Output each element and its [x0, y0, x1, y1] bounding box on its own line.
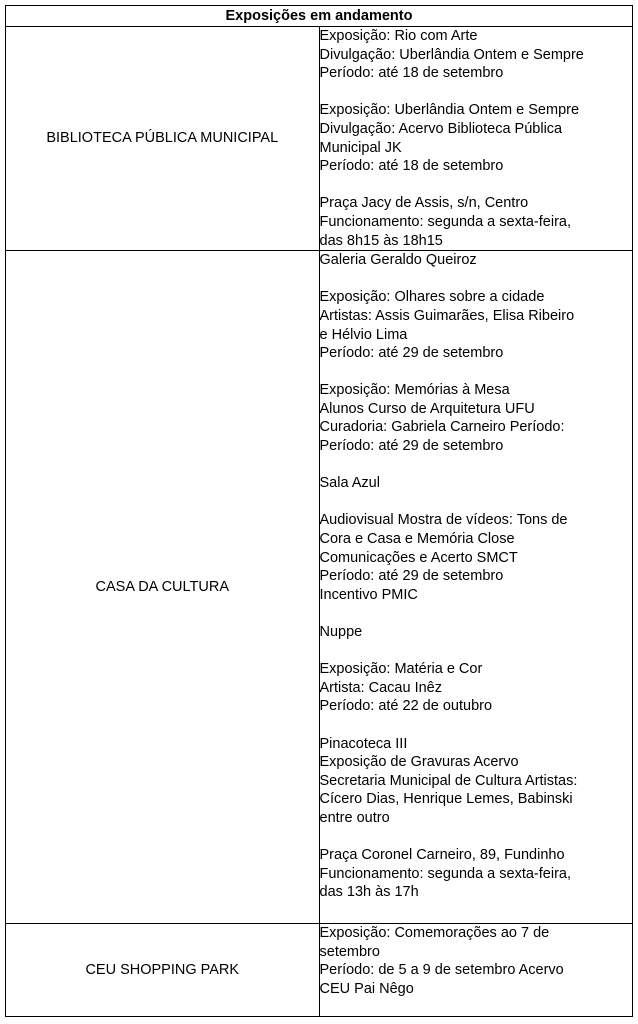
venue-name: BIBLIOTECA PÚBLICA MUNICIPAL — [6, 27, 320, 251]
detail-line: Exposição: Matéria e Cor — [319, 661, 483, 678]
detail-line: Nuppe — [319, 624, 363, 640]
detail-line: Divulgação: Acervo Biblioteca Pública — [319, 120, 563, 137]
detail-line: Artistas: Assis Guimarães, Elisa Ribeiro — [319, 307, 575, 324]
detail-line: Municipal JK — [319, 139, 402, 156]
detail-line: Alunos Curso de Arquitetura UFU — [319, 400, 535, 417]
detail-paragraph — [320, 735, 633, 828]
detail-line: e Hélvio Lima — [319, 326, 408, 343]
detail-paragraph — [320, 101, 633, 175]
exhibition-details — [319, 27, 633, 251]
detail-line: Exposição: Uberlândia Ontem e Sempre — [319, 102, 580, 119]
detail-paragraph — [320, 27, 633, 83]
detail-line: Audiovisual Mostra de vídeos: Tons de — [319, 512, 568, 529]
table-title: Exposições em andamento — [6, 6, 633, 27]
paragraph-gap — [320, 642, 633, 661]
detail-line: Pinacoteca III — [319, 735, 408, 752]
detail-line: Período: de 5 a 9 de setembro Acervo — [319, 962, 564, 979]
detail-paragraph — [320, 288, 633, 362]
table-row — [6, 924, 633, 1017]
detail-paragraph — [320, 474, 633, 493]
detail-paragraph — [320, 194, 633, 250]
detail-line: Secretaria Municipal de Cultura Artistas: — [319, 772, 578, 789]
detail-line: Comunicações e Acerto SMCT — [319, 549, 518, 566]
paragraph-gap — [320, 270, 633, 289]
detail-paragraph — [320, 623, 633, 642]
table-row — [6, 251, 633, 924]
detail-line: Exposição: Comemorações ao 7 de — [319, 925, 550, 942]
detail-line: Praça Coronel Carneiro, 89, Fundinho — [319, 847, 565, 864]
detail-line: das 8h15 às 18h15 — [319, 232, 443, 249]
detail-line: Exposição: Olhares sobre a cidade — [319, 289, 545, 306]
detail-paragraph — [320, 660, 633, 716]
detail-line: Período: até 29 de setembro — [319, 438, 504, 455]
detail-line: Período: até 18 de setembro — [319, 65, 504, 82]
paragraph-gap — [320, 604, 633, 623]
paragraph-gap — [320, 83, 633, 102]
detail-paragraph — [320, 381, 633, 455]
exhibition-details — [319, 251, 633, 924]
detail-line: entre outro — [319, 809, 390, 826]
venue-name: CEU SHOPPING PARK — [6, 924, 320, 1017]
table-row — [6, 27, 633, 251]
detail-line: Curadoria: Gabriela Carneiro Período: — [319, 419, 565, 436]
detail-paragraph — [320, 251, 633, 270]
detail-line: Funcionamento: segunda a sexta-feira, — [319, 213, 571, 230]
paragraph-gap — [320, 176, 633, 195]
detail-line: Período: até 18 de setembro — [319, 158, 504, 175]
exhibition-details — [319, 924, 633, 1017]
detail-line: Cícero Dias, Henrique Lemes, Babinski — [319, 791, 573, 808]
detail-paragraph — [320, 846, 633, 902]
detail-line: Funcionamento: segunda a sexta-feira, — [319, 865, 571, 882]
paragraph-gap — [320, 493, 633, 512]
detail-line: Sala Azul — [319, 475, 380, 492]
detail-line: das 13h às 17h — [319, 884, 419, 901]
paragraph-gap — [320, 828, 633, 847]
detail-line: CEU Pai Nêgo — [319, 980, 414, 997]
paragraph-gap — [320, 456, 633, 475]
detail-line: Período: até 29 de setembro — [319, 345, 504, 362]
venue-name: CASA DA CULTURA — [6, 251, 320, 924]
detail-line: Praça Jacy de Assis, s/n, Centro — [319, 195, 529, 212]
detail-line: Galeria Geraldo Queiroz — [319, 252, 477, 269]
detail-line: Período: até 22 de outubro — [319, 698, 493, 715]
detail-line: Artista: Cacau Inêz — [319, 679, 442, 696]
detail-line: Divulgação: Uberlândia Ontem e Sempre — [319, 46, 584, 63]
detail-line: setembro — [319, 943, 380, 960]
detail-paragraph — [320, 924, 633, 998]
detail-line: Cora e Casa e Memória Close — [319, 531, 515, 548]
paragraph-gap — [320, 716, 633, 735]
detail-line: Exposição: Memórias à Mesa — [319, 382, 510, 399]
paragraph-gap — [320, 363, 633, 382]
detail-line: Incentivo PMIC — [319, 586, 418, 603]
exhibitions-table — [5, 5, 633, 1017]
detail-line: Exposição de Gravuras Acervo — [319, 754, 519, 771]
detail-line: Exposição: Rio com Arte — [319, 28, 478, 44]
detail-line: Período: até 29 de setembro — [319, 568, 504, 585]
detail-paragraph — [320, 511, 633, 604]
